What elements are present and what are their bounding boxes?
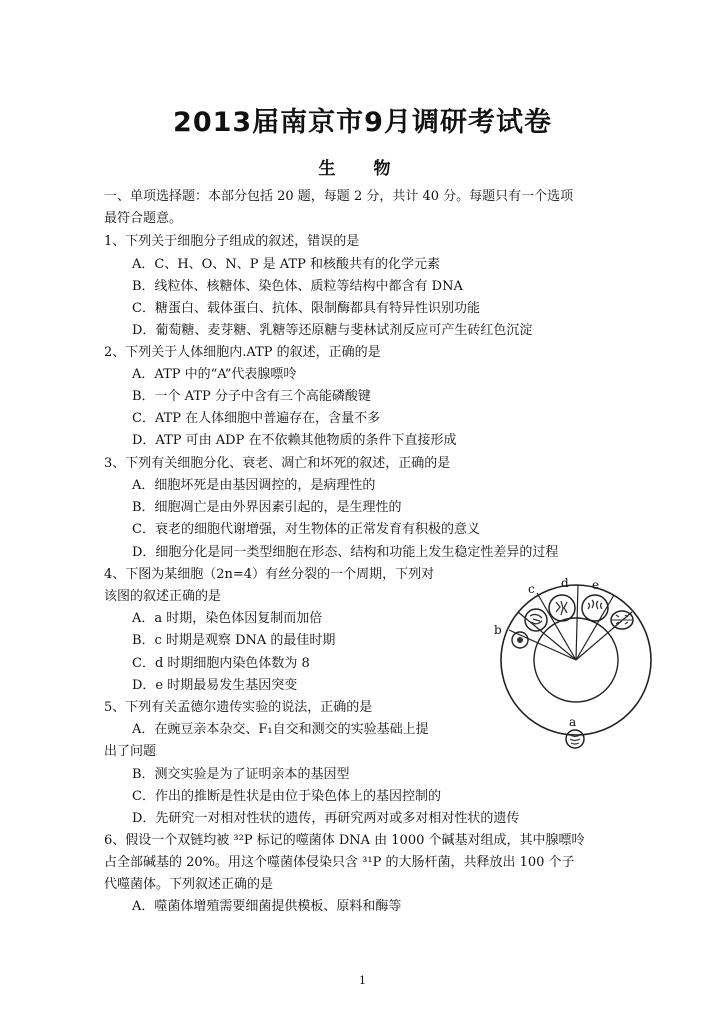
question-6-option-a: A．噬菌体增殖需要细菌提供模板、原料和酶等 bbox=[132, 899, 402, 914]
question-1-option-a: A．C、H、O、N、P 是 ATP 和核酸共有的化学元素 bbox=[132, 257, 440, 272]
label-c: c bbox=[528, 582, 535, 596]
question-6-stem-line-2: 占全部碱基的 20%。用这个噬菌体侵染只含 ³¹P 的大肠杆菌，共释放出 100 个子 bbox=[104, 855, 575, 870]
question-2-option-b: B．一个 ATP 分子中含有三个高能磷酸键 bbox=[132, 389, 371, 404]
page-number: 1 bbox=[359, 974, 366, 987]
question-3-option-d: D．细胞分化是同一类型细胞在形态、结构和功能上发生稳定性差异的过程 bbox=[132, 545, 559, 560]
question-2-option-d: D．ATP 可由 ADP 在不依赖其他物质的条件下直接形成 bbox=[132, 433, 457, 448]
page-title: 2013届南京市9月调研考试卷 bbox=[173, 107, 552, 138]
subject-heading: 生 物 bbox=[318, 159, 407, 179]
label-b: b bbox=[494, 623, 502, 637]
section-intro-line-2: 最符合题意。 bbox=[104, 211, 183, 226]
question-4-stem-line-2: 该图的叙述正确的是 bbox=[104, 589, 222, 604]
question-3-stem: 3、下列有关细胞分化、衰老、凋亡和坏死的叙述，正确的是 bbox=[104, 456, 451, 471]
section-intro-line-1: 一、单项选择题：本部分包括 20 题，每题 2 分，共计 40 分。每题只有一个选项 bbox=[104, 189, 574, 204]
question-5-option-b: B．测交实验是为了证明亲本的基因型 bbox=[132, 767, 350, 782]
question-4-option-d: D．e 时期最易发生基因突变 bbox=[132, 678, 298, 693]
cell-d bbox=[549, 595, 575, 621]
cell-f bbox=[611, 611, 633, 629]
question-1-stem: 1、下列关于细胞分子组成的叙述，错误的是 bbox=[104, 234, 360, 249]
label-e: e bbox=[592, 578, 600, 592]
cell-cycle-diagram bbox=[482, 568, 672, 758]
question-4-option-c: C．d 时期细胞内染色体数为 8 bbox=[132, 656, 310, 671]
question-2-stem: 2、下列关于人体细胞内.ATP 的叙述，正确的是 bbox=[104, 345, 381, 360]
question-2-option-c: C．ATP 在人体细胞中普遍存在，含量不多 bbox=[132, 411, 381, 426]
cell-e bbox=[582, 595, 608, 621]
question-1-option-d: D．葡萄糖、麦芽糖、乳糖等还原糖与斐林试剂反应可产生砖红色沉淀 bbox=[132, 323, 533, 338]
question-5-stem: 5、下列有关孟德尔遗传实验的说法，正确的是 bbox=[104, 700, 373, 715]
question-3-option-b: B．细胞凋亡是由外界因素引起的，是生理性的 bbox=[132, 500, 402, 515]
question-6-stem-line-3: 代噬菌体。下列叙述正确的是 bbox=[104, 877, 274, 892]
question-5-option-c: C．作出的推断是性状是由位于染色体上的基因控制的 bbox=[132, 789, 441, 804]
question-4-option-b: B．c 时期是观察 DNA 的最佳时期 bbox=[132, 633, 336, 648]
phase-divider-e bbox=[576, 585, 578, 660]
question-4-stem-line-1: 4、下图为某细胞（2n=4）有丝分裂的一个周期，下列对 bbox=[104, 567, 435, 582]
question-1-option-b: B．线粒体、核糖体、染色体、质粒等结构中都含有 DNA bbox=[132, 279, 463, 294]
question-5-option-d: D．先研究一对相对性状的遗传，再研究两对或多对相对性状的遗传 bbox=[132, 811, 520, 826]
question-3-option-c: C．衰老的细胞代谢增强，对生物体的正常发育有积极的意义 bbox=[132, 522, 480, 537]
question-5-option-a-line-2: 出了问题 bbox=[104, 744, 157, 759]
question-3-option-a: A．细胞坏死是由基因调控的，是病理性的 bbox=[132, 478, 376, 493]
cell-a bbox=[566, 730, 584, 748]
question-4-option-a: A．a 时期，染色体因复制而加倍 bbox=[132, 611, 323, 626]
question-5-option-a-line-1: A．在豌豆亲本杂交、F₁自交和测交的实验基础上提 bbox=[132, 722, 429, 737]
label-a: a bbox=[569, 715, 577, 729]
question-2-option-a: A．ATP 中的“A”代表腺嘌呤 bbox=[132, 367, 297, 382]
label-d: d bbox=[561, 576, 569, 590]
question-6-stem-line-1: 6、假设一个双链均被 ³²P 标记的噬菌体 DNA 由 1000 个碱基对组成，其中腺嘌呤 bbox=[104, 833, 585, 848]
question-1-option-c: C．糖蛋白、载体蛋白、抗体、限制酶都具有特异性识别功能 bbox=[132, 301, 480, 316]
